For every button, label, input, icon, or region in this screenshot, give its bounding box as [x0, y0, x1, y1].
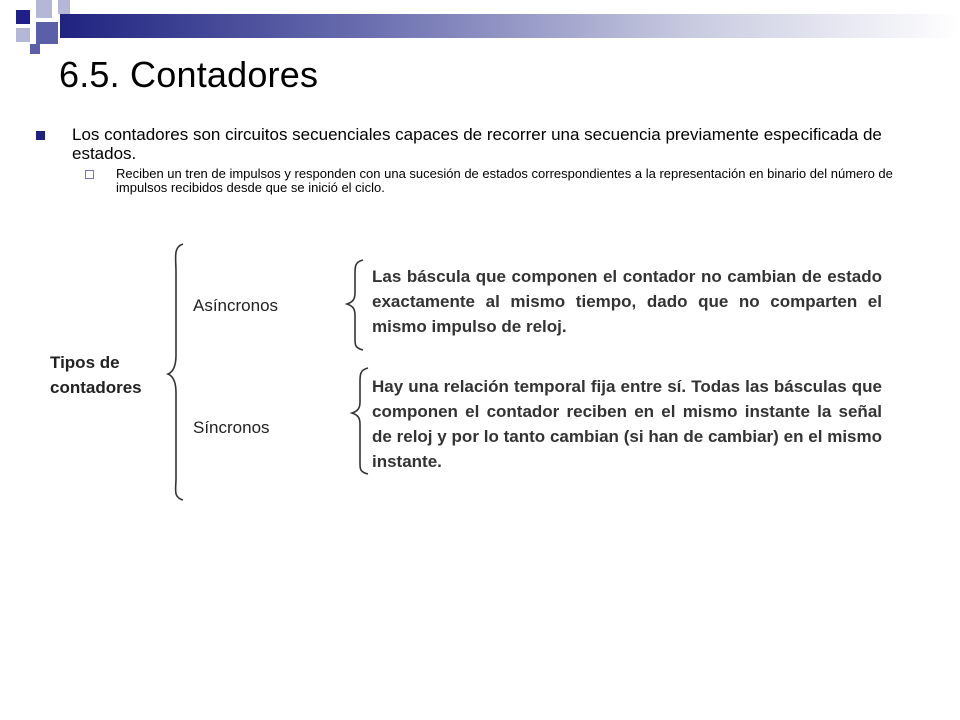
slide-title: 6.5. Contadores — [59, 54, 319, 95]
sub-bullet-text: Reciben un tren de impulsos y responden con una sucesión de estados correspondientes a la representación en binario del número de impulsos recibidos desde que se inició el ciclo. — [116, 166, 893, 195]
upper-brace — [347, 260, 363, 350]
branch-sincronos-label: Síncronos — [193, 418, 270, 437]
root-label: Tipos de contadores — [50, 353, 142, 397]
asincronos-description: Las báscula que componen el contador no cambian de estado exactamente al mismo tiempo, dado que no comparten el mismo impulso de reloj. — [372, 267, 882, 336]
sincronos-description: Hay una relación temporal fija entre sí. Todas las básculas que componen el contador reciben en el mismo instante la señal de reloj y por lo tanto cambian (si han de cambiar) en el mismo instante. — [372, 377, 882, 471]
branch-asincronos-label: Asíncronos — [193, 296, 279, 315]
large-brace — [168, 244, 183, 500]
lower-brace — [352, 368, 368, 474]
bullet-text: Los contadores son circuitos secuenciales capaces de recorrer una secuencia previamente especificada de estados. — [72, 125, 882, 163]
